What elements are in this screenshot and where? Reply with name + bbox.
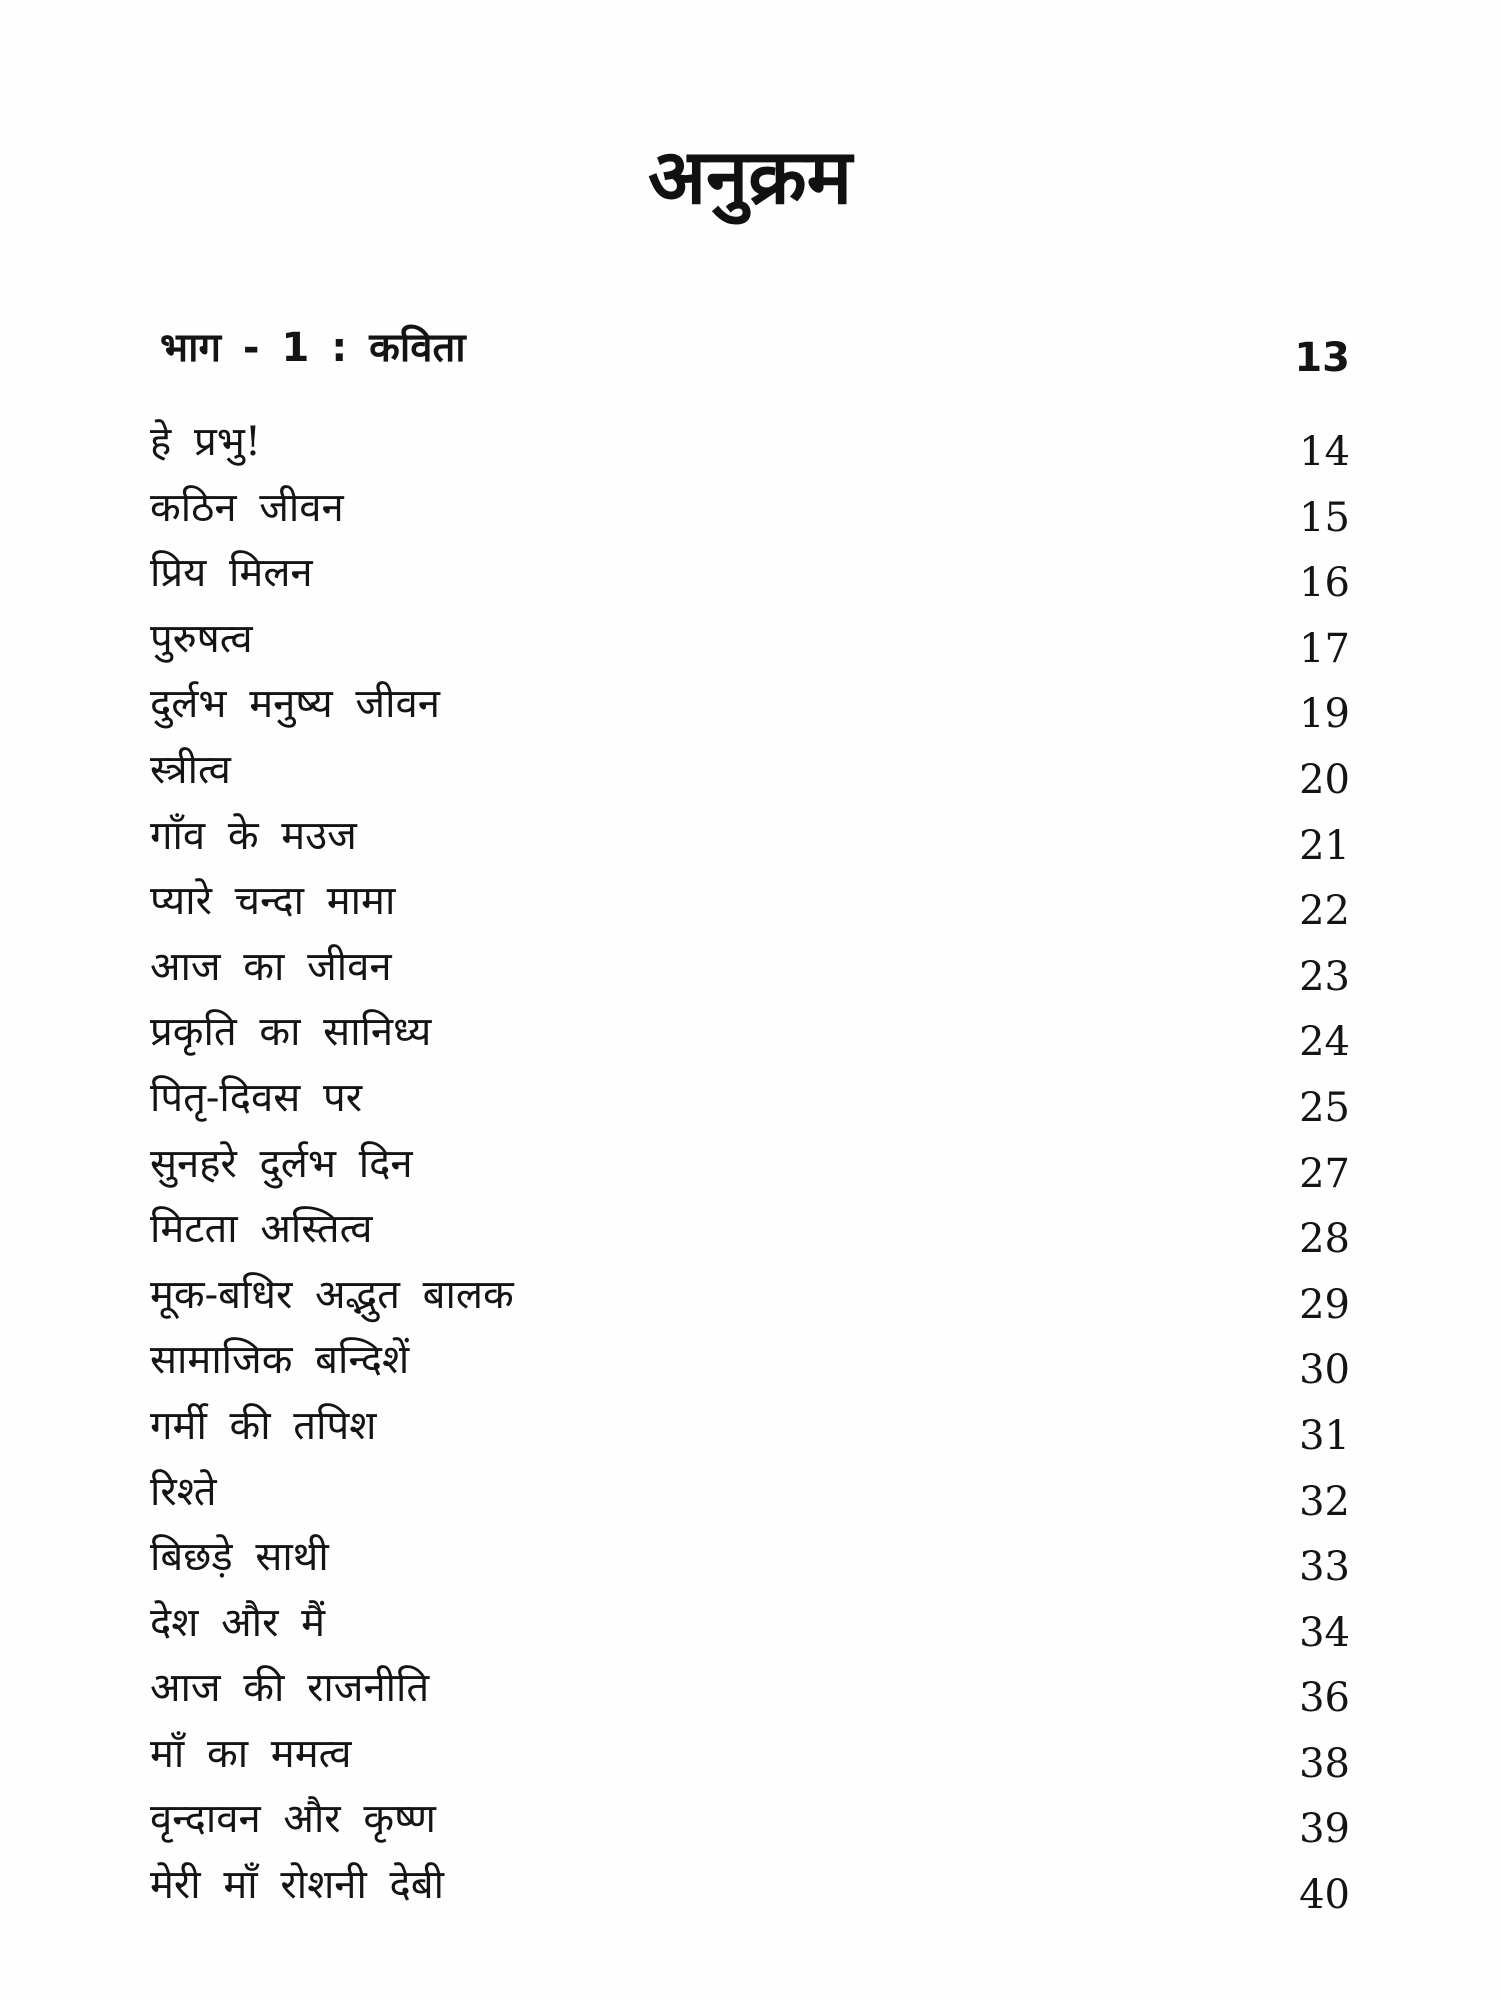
entry-title: गाँव के मउज <box>150 812 357 859</box>
entry-page-number: 27 <box>1299 1150 1350 1197</box>
toc-entry <box>150 1855 1350 1921</box>
entry-page-number: 14 <box>1299 429 1350 475</box>
entry-title: सुनहरे दुर्लभ दिन <box>150 1140 413 1187</box>
toc-entry <box>150 1199 1350 1265</box>
entry-title: प्रिय मिलन <box>150 550 313 597</box>
entry-page-number: 17 <box>1299 625 1350 672</box>
toc-entry <box>150 1593 1350 1659</box>
entry-page-number: 32 <box>1299 1478 1350 1525</box>
entry-title: बिछड़े साथी <box>150 1534 329 1581</box>
toc-entry <box>150 609 1350 675</box>
entry-page-number: 28 <box>1299 1216 1350 1263</box>
toc-list <box>150 412 1350 1921</box>
toc-entry <box>150 1527 1350 1593</box>
toc-entry <box>150 412 1350 478</box>
toc-entry <box>150 674 1350 740</box>
toc-entry <box>150 1134 1350 1200</box>
section-label: भाग - 1 : कविता <box>160 325 466 371</box>
entry-title: दुर्लभ मनुष्य जीवन <box>150 681 440 728</box>
toc-entry <box>150 1068 1350 1134</box>
toc-entry <box>150 871 1350 937</box>
entry-title: मेरी माँ रोशनी देबी <box>150 1862 444 1909</box>
entry-title: मूक-बधिर अद्भुत बालक <box>150 1271 514 1318</box>
toc-entry <box>150 1265 1350 1331</box>
entry-title: देश और मैं <box>150 1599 326 1646</box>
entry-page-number: 22 <box>1299 888 1350 935</box>
toc-entry <box>150 1396 1350 1462</box>
toc-entry <box>150 1002 1350 1068</box>
entry-page-number: 31 <box>1299 1412 1350 1459</box>
entry-page-number: 38 <box>1299 1740 1350 1787</box>
toc-entry <box>150 1330 1350 1396</box>
entry-title: माँ का ममत्व <box>150 1730 352 1777</box>
entry-title: गर्मी की तपिश <box>150 1402 377 1449</box>
entry-title: पितृ-दिवस पर <box>150 1074 363 1121</box>
entry-page-number: 30 <box>1299 1347 1350 1394</box>
entry-page-number: 15 <box>1299 494 1350 541</box>
entry-page-number: 34 <box>1299 1609 1350 1656</box>
toc-entry <box>150 1724 1350 1790</box>
entry-page-number: 24 <box>1299 1019 1350 1066</box>
entry-title: प्रकृति का सानिध्य <box>150 1009 432 1056</box>
entry-page-number: 19 <box>1299 691 1350 738</box>
entry-title: सामाजिक बन्दिशें <box>150 1337 410 1384</box>
entry-page-number: 40 <box>1299 1872 1350 1919</box>
entry-page-number: 20 <box>1299 756 1350 803</box>
entry-page-number: 23 <box>1299 953 1350 1000</box>
entry-title: कठिन जीवन <box>150 484 344 531</box>
toc-entry <box>150 1658 1350 1724</box>
entry-page-number: 33 <box>1299 1544 1350 1591</box>
entry-title: पुरुषत्व <box>150 615 253 662</box>
page-title: अनुक्रम <box>647 132 853 221</box>
entry-page-number: 29 <box>1299 1281 1350 1328</box>
entry-page-number: 25 <box>1299 1084 1350 1131</box>
entry-title: स्त्रीत्व <box>150 746 231 793</box>
entry-page-number: 36 <box>1299 1675 1350 1722</box>
entry-title: हे प्रभु! <box>150 419 261 465</box>
entry-title: वृन्दावन और कृष्ण <box>150 1796 436 1843</box>
toc-entry <box>150 740 1350 806</box>
entry-title: आज की राजनीति <box>150 1665 430 1712</box>
entry-page-number: 21 <box>1299 822 1350 869</box>
toc-entry <box>150 478 1350 544</box>
entry-title: आज का जीवन <box>150 943 392 990</box>
entry-title: रिश्ते <box>150 1468 217 1515</box>
toc-entry <box>150 1789 1350 1855</box>
entry-title: मिटता अस्तित्व <box>150 1206 373 1253</box>
toc-entry <box>150 543 1350 609</box>
entry-page-number: 16 <box>1299 560 1350 607</box>
toc-entry <box>150 806 1350 872</box>
toc-entry <box>150 937 1350 1003</box>
entry-title: प्यारे चन्दा मामा <box>150 878 396 925</box>
toc-entry <box>150 1462 1350 1528</box>
section-header <box>160 318 1360 381</box>
entry-page-number: 39 <box>1299 1806 1350 1853</box>
section-page-number: 13 <box>1294 335 1350 381</box>
